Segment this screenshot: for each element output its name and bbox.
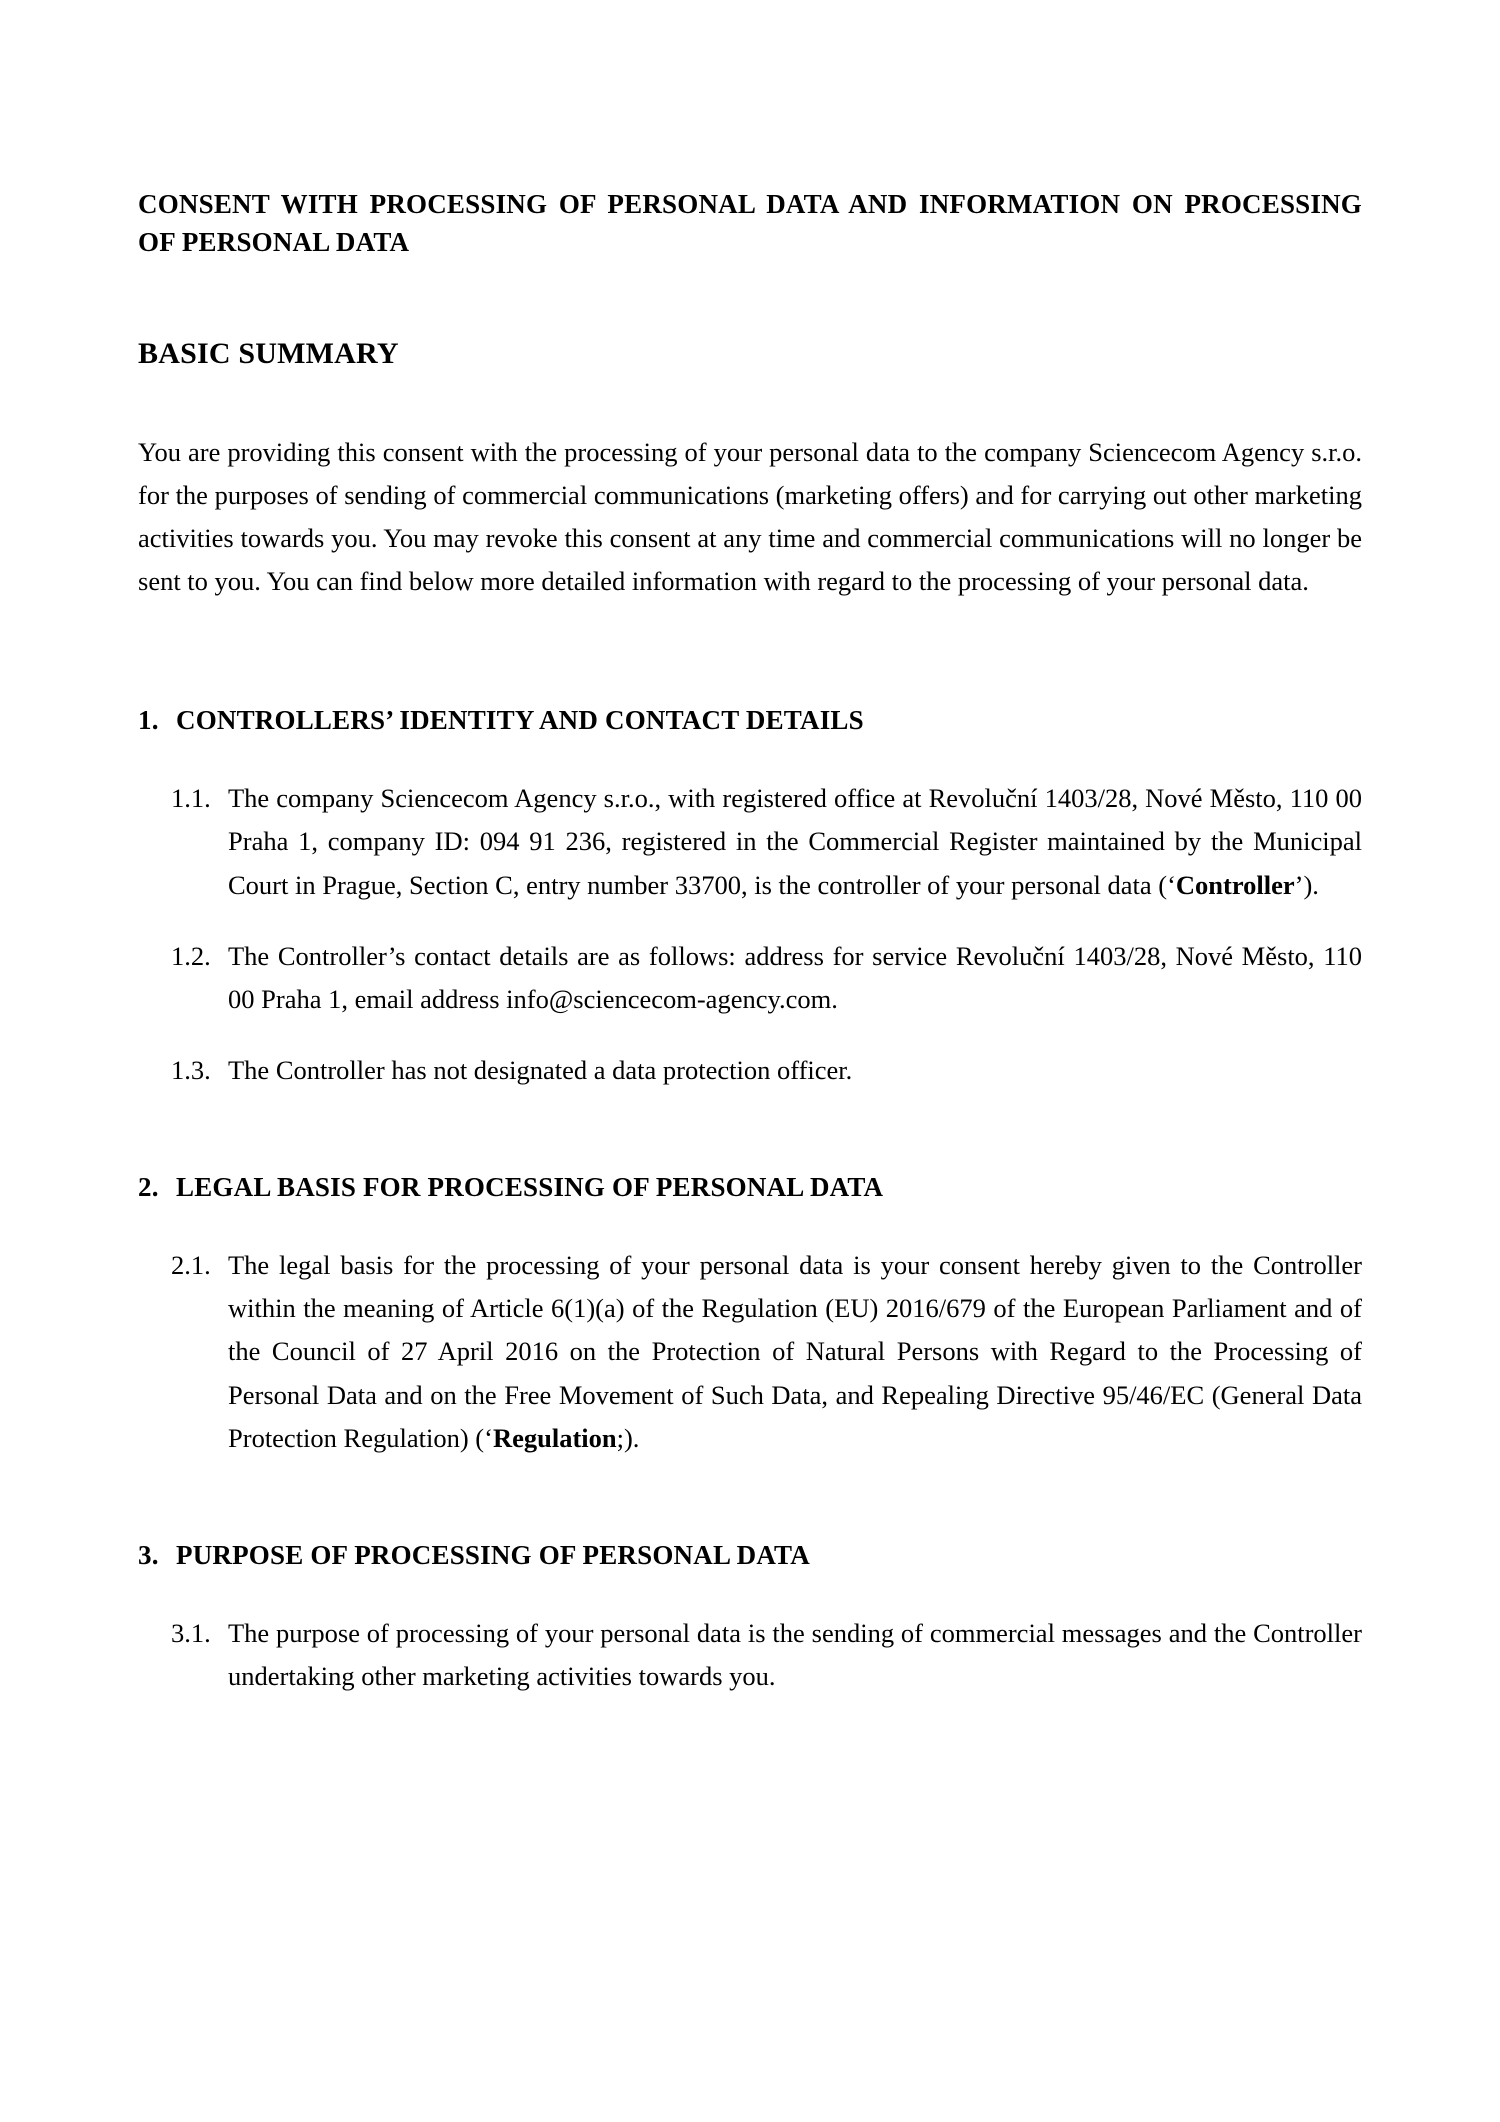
clause-text-lead: The legal basis for the processing of your personal data is your consent hereby given to the Controller within the meaning of Article 6(1)(a) of the Regulation (EU) 2016/679 of the European Parliament and of the Council of 27 April 2016 on the Protection of Natural Persons with Regard to the Processing of Personal Data and on the Free Movement of Such Data, and Repealing Directive 95/46/EC (General Data Protection Regulation) (‘ — [228, 1250, 1362, 1453]
clause — [138, 935, 1362, 1021]
section-heading — [138, 1534, 1362, 1578]
clause-number: 3.1. — [171, 1617, 211, 1648]
section-heading — [138, 1166, 1362, 1210]
clause — [138, 1244, 1362, 1460]
section-heading-label: CONTROLLERS’ IDENTITY AND CONTACT DETAILS — [176, 705, 864, 736]
section-heading — [138, 699, 1362, 743]
defined-term: Controller — [1175, 869, 1295, 900]
clause-text-tail: ’). — [1294, 869, 1319, 900]
clause-number: 1.2. — [171, 940, 211, 971]
section-spacer — [138, 653, 1362, 699]
clause-text — [228, 1612, 1362, 1698]
sections-container — [138, 699, 1362, 1698]
section-spacer — [138, 1488, 1362, 1534]
section-heading-label: PURPOSE OF PROCESSING OF PERSONAL DATA — [176, 1539, 810, 1570]
section-number: 1. — [138, 705, 159, 736]
clause-text-lead: The Controller’s contact details are as follows: address for service Revoluční 1403/28, Nové Město, 110 00 Praha 1, email address info@sciencecom-agency.com. — [228, 940, 1362, 1014]
clause-number: 2.1. — [171, 1250, 211, 1280]
clause-text-tail: ;). — [616, 1422, 640, 1453]
clause-text — [228, 1244, 1362, 1460]
clause-number: 1.1. — [171, 783, 211, 814]
clause-number: 1.3. — [171, 1055, 211, 1086]
clause — [138, 777, 1362, 907]
basic-summary-paragraph: You are providing this consent with the processing of your personal data to the company Sciencecom Agency s.r.o. for the purposes of sending of commercial communications (marketing offers) and for carrying out other marketing activities towards you. You may revoke this consent at any time and commercial communications will no longer be sent to you. You can find below more detailed information with regard to the processing of your personal data. — [138, 436, 1362, 597]
clause — [138, 1612, 1362, 1698]
section-number: 2. — [138, 1172, 159, 1203]
clause-text-lead: The Controller has not designated a data protection officer. — [228, 1055, 853, 1086]
clause-text-lead: The purpose of processing of your personal data is the sending of commercial messages and the Controller undertaking other marketing activities towards you. — [228, 1617, 1362, 1691]
defined-term: Regulation — [492, 1422, 617, 1453]
section-number: 3. — [138, 1539, 159, 1570]
clause-text — [228, 777, 1362, 907]
clause-text — [228, 1049, 1362, 1092]
page-title: CONSENT WITH PROCESSING OF PERSONAL DATA AND INFORMATION ON PROCESSING OF PERSONAL DATA — [138, 189, 1362, 258]
clause-text-lead: The company Sciencecom Agency s.r.o., with registered office at Revoluční 1403/28, Nové Město, 110 00 Praha 1, company ID: 094 91 236, registered in the Commercial Register maintained by the Municipal Court in Prague, Section C, entry number 33700, is the controller of your personal data (‘ — [228, 783, 1362, 900]
basic-summary-heading: BASIC SUMMARY — [138, 336, 399, 370]
clause — [138, 1049, 1362, 1092]
section-heading-label: LEGAL BASIS FOR PROCESSING OF PERSONAL DATA — [176, 1172, 884, 1203]
clause-text — [228, 935, 1362, 1021]
section-spacer — [138, 1120, 1362, 1166]
